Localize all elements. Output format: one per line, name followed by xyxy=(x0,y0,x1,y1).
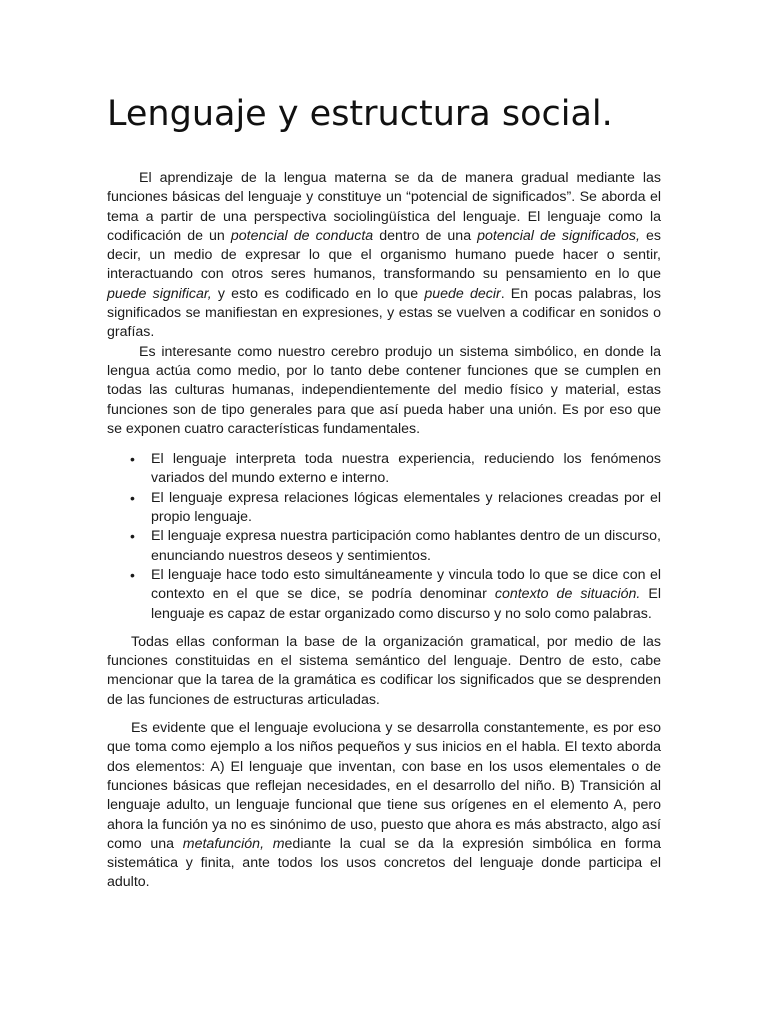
bullet-1-text: El lenguaje interpreta toda nuestra experiencia, reduciendo los fenómenos variados del mundo externo e interno. xyxy=(151,451,661,487)
paragraph-2: Es interesante como nuestro cerebro produjo un sistema simbólico, en donde la lengua actúa como medio, por lo tanto debe contener funciones que se cumplen en todas las culturas humanas, independientemente del medio físico y material, estas funciones son de tipo generales para que así pueda haber una unión. Es por eso que se exponen cuatro características fundamentales. xyxy=(107,343,661,437)
document-title: Lenguaje y estructura social. xyxy=(107,94,613,134)
paragraph-1 xyxy=(107,169,661,343)
p1-italic-2: potencial de significados, xyxy=(477,227,640,244)
list-item xyxy=(107,450,661,489)
p1-italic-4: puede decir xyxy=(424,285,501,302)
p1-text-3: es decir, un medio de expresar lo que el organismo humano puede hacer o sentir, interactuando con otros seres humanos, transformando su pensamiento en lo que xyxy=(107,227,661,283)
list-item xyxy=(107,527,661,566)
paragraph-3: Todas ellas conforman la base de la organización gramatical, por medio de las funciones constituidas en el sistema semántico del lenguaje. Dentro de esto, cabe mencionar que la tarea de la gramática es codificar los significados que se desprenden de las funciones de estructuras articuladas. xyxy=(107,633,661,708)
bullet-icon: • xyxy=(130,566,135,583)
bullet-icon: • xyxy=(130,451,135,468)
p4-text-2: ediante la cual se da la expresión simbólica en forma sistemática y finita, ante todos los usos concretos del lenguaje donde participa el adulto. xyxy=(107,835,662,891)
p1-text-2: dentro de una xyxy=(373,227,478,244)
bullet-4-italic: contexto de situación. xyxy=(494,586,641,603)
bullet-4-text-1: El lenguaje hace todo esto simultáneamente y vincula todo lo que se dice con el contexto en el que se dice, se podría denominar xyxy=(151,566,661,603)
p1-text-4: y esto es codificado en lo que xyxy=(211,285,425,302)
p4-italic-1: metafunción, m xyxy=(182,835,285,852)
p4-text-1: Es evidente que el lenguaje evoluciona y se desarrolla constantemente, es por eso que toma como ejemplo a los niños pequeños y sus inicios en el habla. El texto aborda dos elementos: A) El lenguaje que inventan, con base en los usos elementales o de funciones básicas que reflejan necesidades, en el desarrollo del niño. B) Transición al lenguaje adulto, un lenguaje funcional que tiene sus orígenes en el elemento A, pero ahora la función ya no es sinónimo de uso, puesto que ahora es más abstracto, algo así como una xyxy=(107,720,661,852)
p1-text-5: . En pocas palabras, los significados se manifiestan en expresiones, y estas se vuelven a codificar en sonidos o grafías. xyxy=(107,285,661,341)
p1-italic-3: puede significar, xyxy=(107,285,212,302)
list-item xyxy=(107,566,661,624)
document-page xyxy=(107,90,661,893)
p1-italic-1: potencial de conducta xyxy=(230,227,374,244)
paragraph-4 xyxy=(107,719,661,893)
bullet-3-text: El lenguaje expresa nuestra participación como hablantes dentro de un discurso, enunciando nuestros deseos y sentimientos. xyxy=(151,528,661,564)
list-item xyxy=(107,489,661,528)
p1-text-1: El aprendizaje de la lengua materna se da de manera gradual mediante las funciones básicas del lenguaje y constituye un “potencial de significados”. Se aborda el tema a partir de una perspectiva sociolingüística del lenguaje. El lenguaje como la codificación de un xyxy=(107,170,661,244)
bullet-icon: • xyxy=(130,528,135,545)
bullet-4-text-2: El lenguaje es capaz de estar organizado como discurso y no solo como palabras. xyxy=(151,586,662,622)
bullet-2-text: El lenguaje expresa relaciones lógicas elementales y relaciones creadas por el propio lenguaje. xyxy=(151,489,661,526)
bullet-icon: • xyxy=(130,489,135,506)
bullet-list xyxy=(107,450,661,624)
